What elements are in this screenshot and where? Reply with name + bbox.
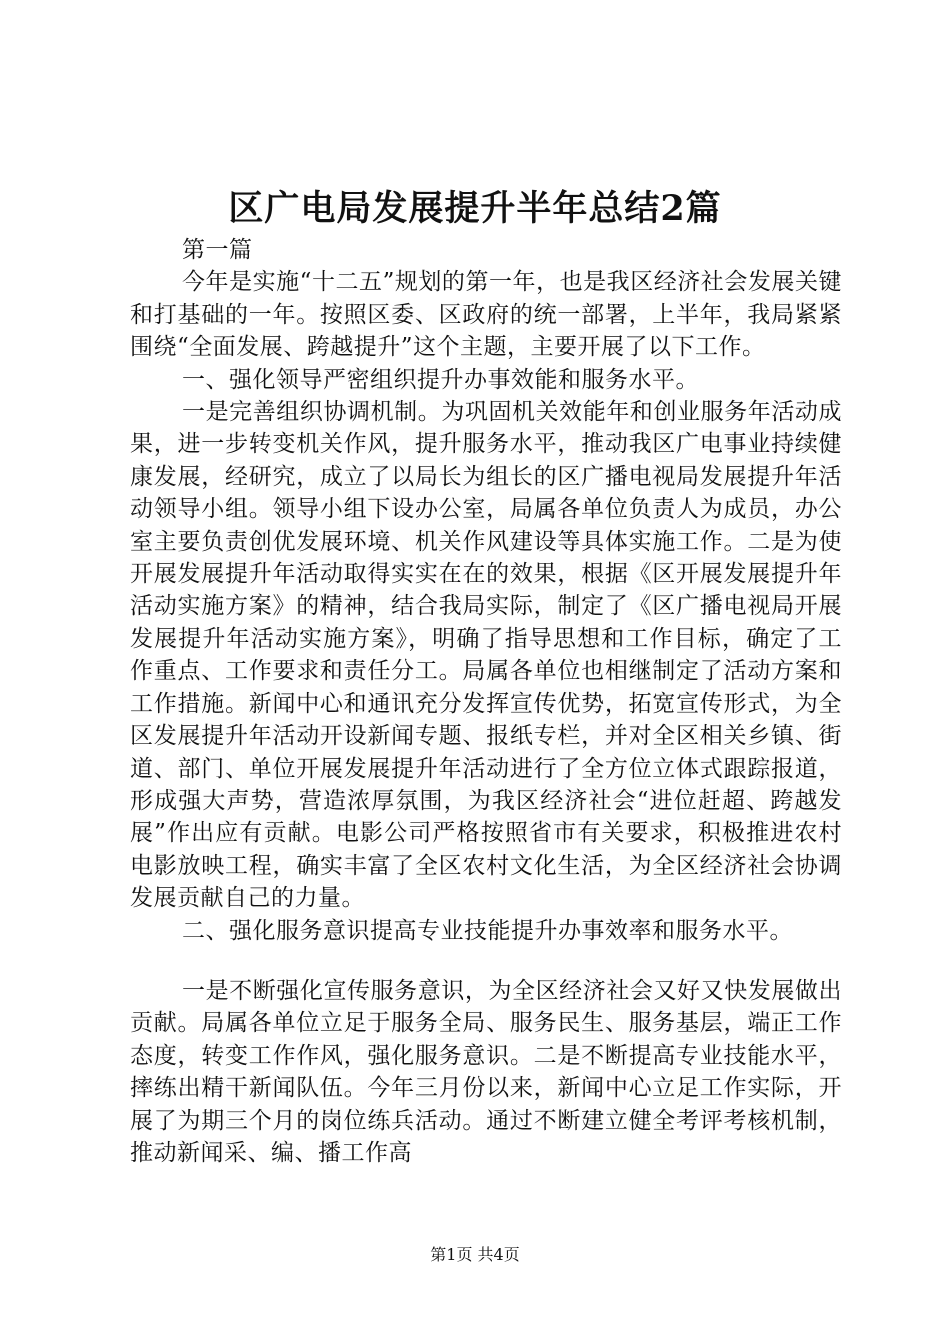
page-number-footer: 第1页 共4页 — [430, 1245, 520, 1264]
section-one-heading: 一、强化领导严密组织提升办事效能和服务水平。 — [182, 366, 699, 393]
document-title: 区广电局发展提升半年总结2篇 — [228, 188, 722, 229]
section-two-heading: 二、强化服务意识提高专业技能提升办事效率和服务水平。 — [182, 917, 793, 944]
document-body — [130, 234, 842, 1169]
intro-paragraph: 今年是实施“十二五”规划的第一年，也是我区经济社会发展关键和打基础的一年。按照区委、区政府的统一部署，上半年，我局紧紧围绕“全面发展、跨越提升”这个主题，主要开展了以下工作。 — [130, 269, 842, 361]
section-heading-first: 第一篇 — [182, 237, 253, 263]
section-two-paragraph: 一是不断强化宣传服务意识，为全区经济社会又好又快发展做出贡献。局属各单位立足于服务全局、服务民生、服务基层，端正工作态度，转变工作作风，强化服务意识。二是不断提高专业技能水平，摔练出精干新闻队伍。今年三月份以来，新闻中心立足工作实际，开展了为期三个月的岗位练兵活动。通过不断建立健全考评考核机制，推动新闻采、编、播工作高 — [130, 977, 842, 1166]
section-one-paragraph: 一是完善组织协调机制。为巩固机关效能年和创业服务年活动成果，进一步转变机关作风，提升服务水平，推动我区广电事业持续健康发展，经研究，成立了以局长为组长的区广播电视局发展提升年活动领导小组。领导小组下设办公室，局属各单位负责人为成员，办公室主要负责创优发展环境、机关作风建设等具体实施工作。二是为使开展发展提升年活动取得实实在在的效果，根据《区开展发展提升年活动实施方案》的精神，结合我局实际，制定了《区广播电视局开展发展提升年活动实施方案》，明确了指导思想和工作目标，确定了工作重点、工作要求和责任分工。局属各单位也相继制定了活动方案和工作措施。新闻中心和通讯充分发挥宣传优势，拓宽宣传形式，为全区发展提升年活动开设新闻专题、报纸专栏，并对全区相关乡镇、街道、部门、单位开展发展提升年活动进行了全方位立体式跟踪报道，形成强大声势，营造浓厚氛围，为我区经济社会“进位赶超、跨越发展”作出应有贡献。电影公司严格按照省市有关要求，积极推进农村电影放映工程，确实丰富了全区农村文化生活，为全区经济社会协调发展贡献自己的力量。 — [130, 399, 842, 912]
